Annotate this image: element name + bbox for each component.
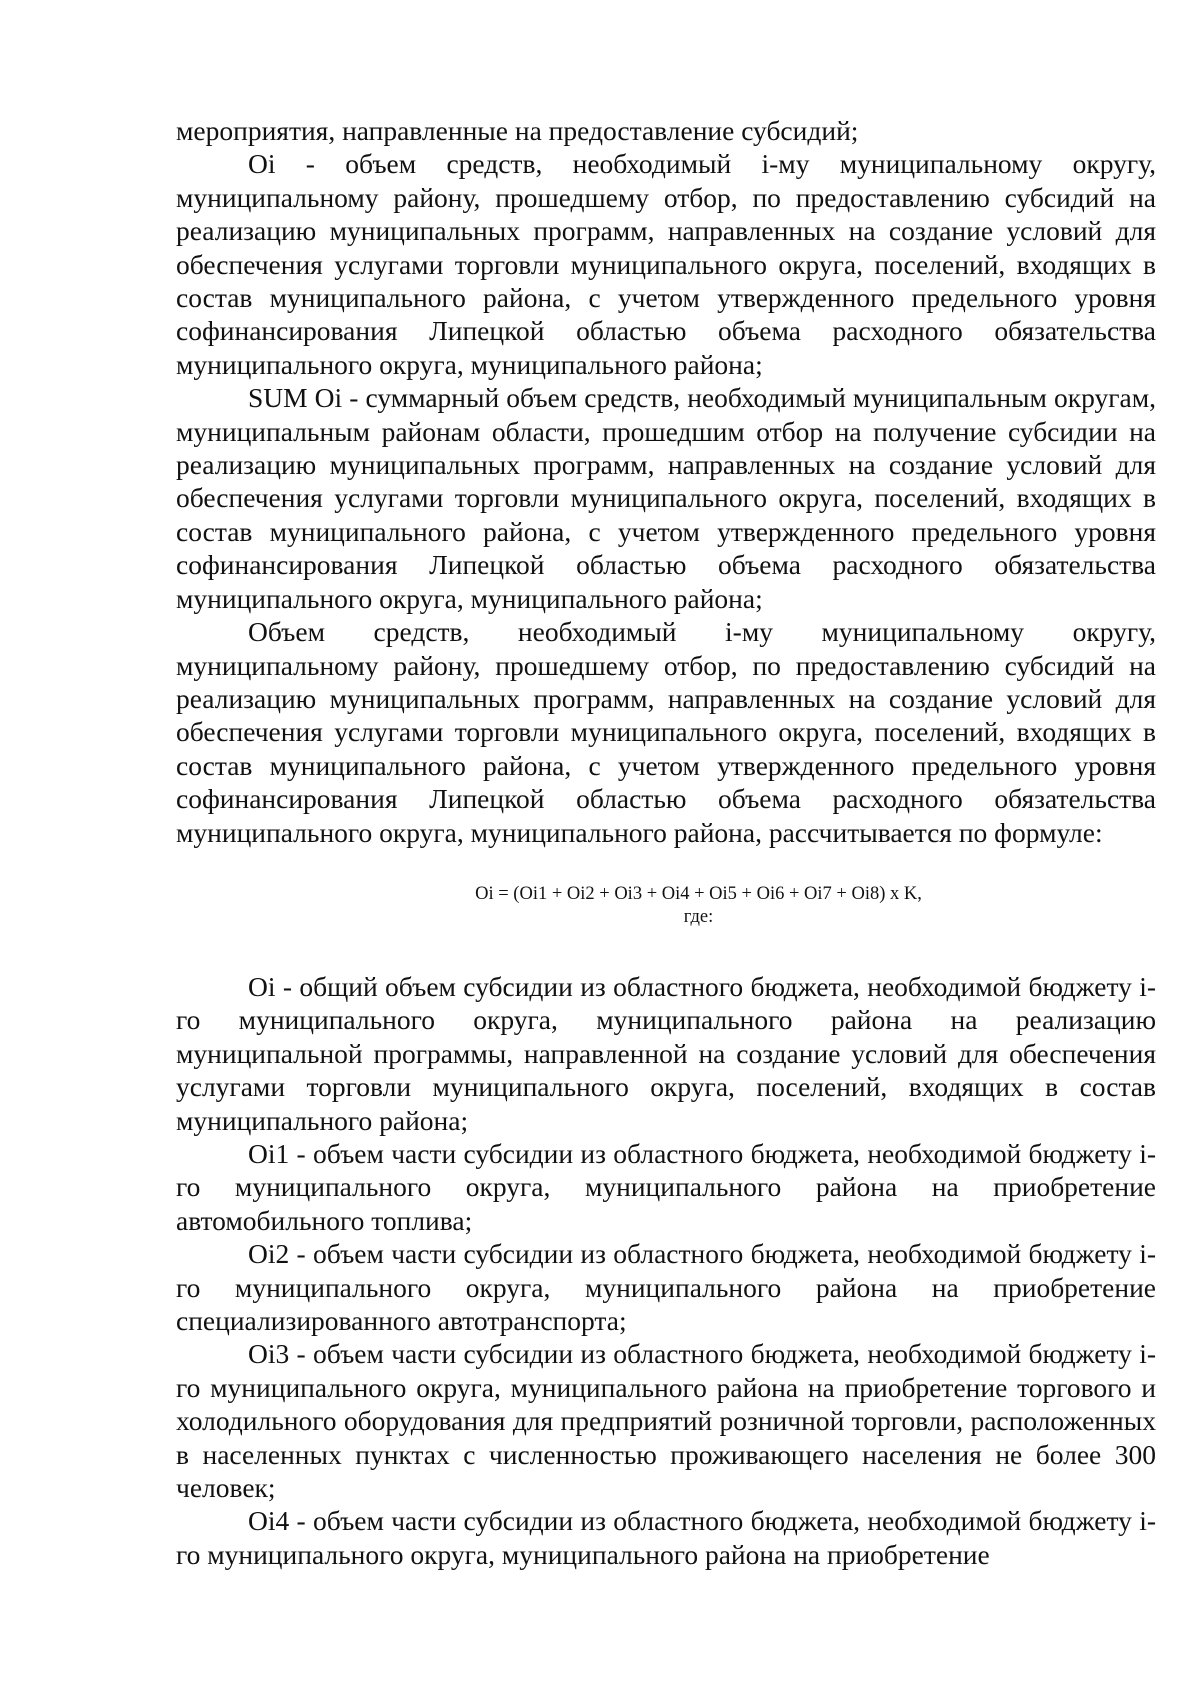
paragraph-continuation: мероприятия, направленные на предоставление субсидий; xyxy=(176,115,859,146)
formula: Oi = (Oi1 + Oi2 + Oi3 + Oi4 + Oi5 + Oi6 + Oi7 + Oi8) x K, xyxy=(475,883,922,904)
paragraph-formula-intro: Объем средств, необходимый i-му муниципальному округу, муниципальному району, прошедшему отбор, по предоставлению субсидий на реализацию муниципальных программ, направленных на создание условий для обеспечения услугами торговли муниципального округа, поселений, входящих в состав муниципального района, с учетом утвержденного предельного уровня софинансирования Липецкой областью объема расходного обязательства муниципального округа, муниципального района, рассчитывается по формуле: xyxy=(176,616,1156,848)
document-body xyxy=(176,114,1156,1571)
paragraph-oi-definition: Oi - объем средств, необходимый i-му муниципальному округу, муниципальному району, прошедшему отбор, по предоставлению субсидий на реализацию муниципальных программ, направленных на создание условий для обеспечения услугами торговли муниципального округа, поселений, входящих в состав муниципального района, с учетом утвержденного предельного уровня софинансирования Липецкой областью объема расходного обязательства муниципального округа, муниципального района; xyxy=(176,148,1156,380)
paragraph-oi2: Oi2 - объем части субсидии из областного бюджета, необходимой бюджету i-го муниципального округа, муниципального района на приобретение специализированного автотранспорта; xyxy=(176,1238,1156,1336)
paragraph-oi4: Oi4 - объем части субсидии из областного бюджета, необходимой бюджету i-го муниципального округа, муниципального района на приобретение xyxy=(176,1505,1156,1570)
paragraph-sum-oi-definition: SUM Oi - суммарный объем средств, необходимый муниципальным округам, муниципальным районам области, прошедшим отбор на получение субсидии на реализацию муниципальных программ, направленных на создание условий для обеспечения услугами торговли муниципального округа, поселений, входящих в состав муниципального района, с учетом утвержденного предельного уровня софинансирования Липецкой областью объема расходного обязательства муниципального округа, муниципального района; xyxy=(176,382,1156,614)
paragraph-oi-total: Oi - общий объем субсидии из областного бюджета, необходимой бюджету i-го муниципального округа, муниципального района на реализацию муниципальной программы, направленной на создание условий для обеспечения услугами торговли муниципального округа, поселений, входящих в состав муниципального района; xyxy=(176,970,1156,1136)
paragraph-oi3: Oi3 - объем части субсидии из областного бюджета, необходимой бюджету i-го муниципального округа, муниципального района на приобретение торгового и холодильного оборудования для предприятий розничной торговли, расположенных в населенных пунктах с численностью проживающего населения не более 300 человек; xyxy=(176,1338,1156,1504)
formula-where: где: xyxy=(683,906,714,927)
paragraph-oi1: Oi1 - объем части субсидии из областного бюджета, необходимой бюджету i-го муниципального округа, муниципального района на приобретение автомобильного топлива; xyxy=(176,1137,1156,1236)
